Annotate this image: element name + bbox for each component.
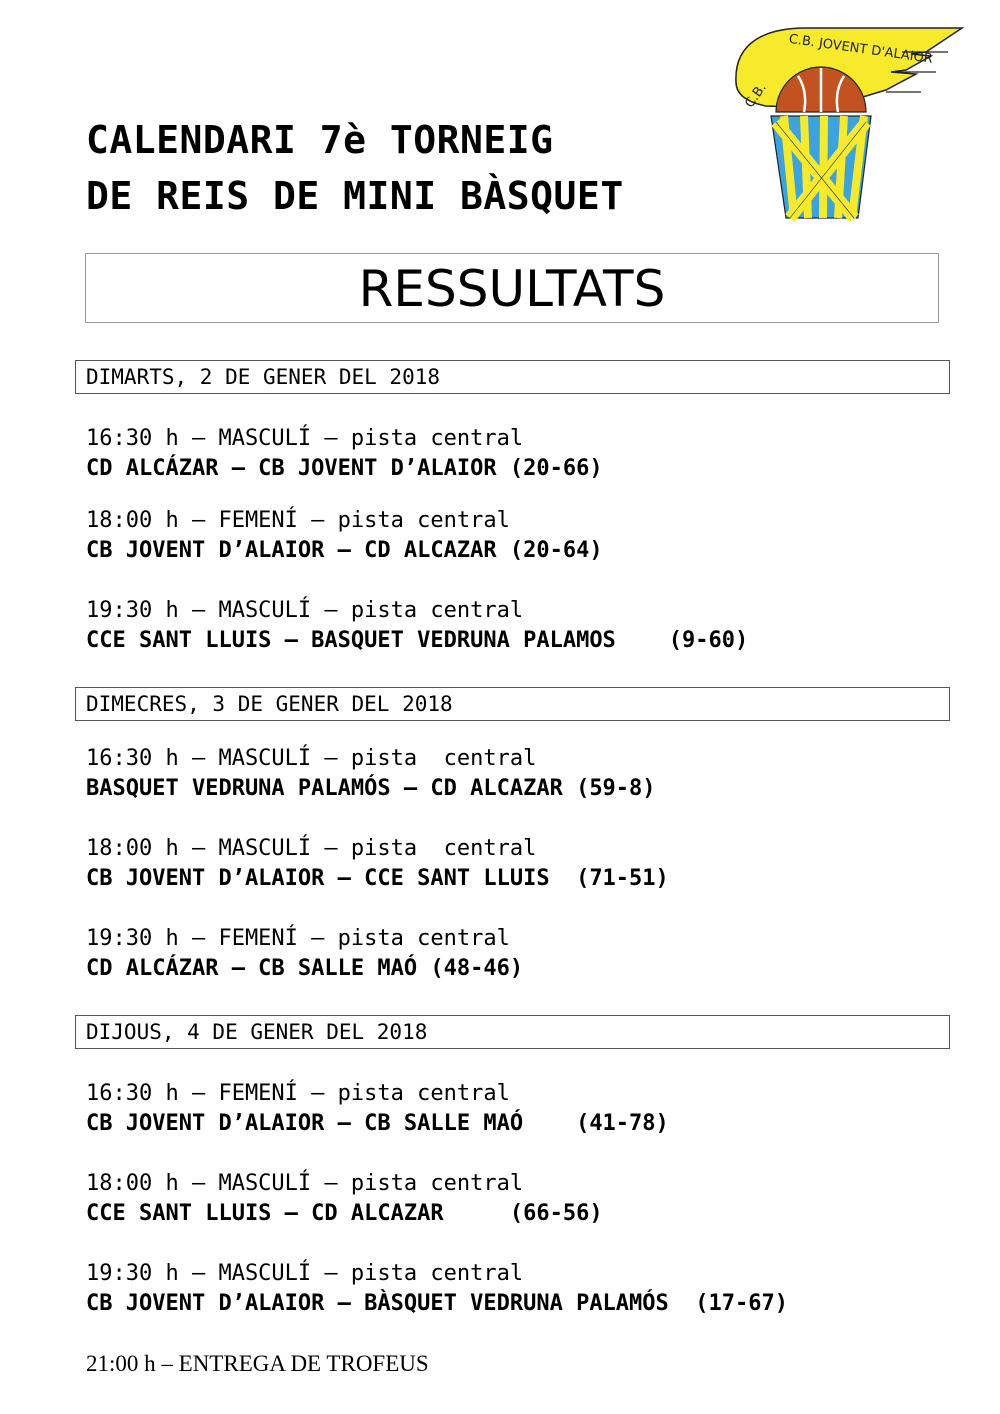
page-title: [86, 112, 624, 224]
game-result: CB JOVENT D’ALAIOR – CB SALLE MAÓ (41-78): [86, 1111, 669, 1136]
game-result: BASQUET VEDRUNA PALAMÓS – CD ALCAZAR (59-8): [86, 776, 656, 801]
day-header-1: DIMARTS, 2 DE GENER DEL 2018: [75, 360, 950, 394]
game-result: CCE SANT LLUIS – BASQUET VEDRUNA PALAMOS (9-60): [86, 628, 749, 653]
game-result: CD ALCÁZAR – CB JOVENT D’ALAIOR (20-66): [86, 456, 603, 481]
game-info: 19:30 h – FEMENÍ – pista central: [86, 926, 510, 951]
day-header-2: DIMECRES, 3 DE GENER DEL 2018: [75, 687, 950, 721]
day-header-3: DIJOUS, 4 DE GENER DEL 2018: [75, 1015, 950, 1049]
game-info: 16:30 h – MASCULÍ – pista central: [86, 746, 537, 771]
results-heading: RESSULTATS: [85, 253, 939, 323]
game-result: CB JOVENT D’ALAIOR – CCE SANT LLUIS (71-51): [86, 866, 669, 891]
title-line-2: DE REIS DE MINI BÀSQUET: [86, 174, 624, 218]
game-result: CCE SANT LLUIS – CD ALCAZAR (66-56): [86, 1201, 603, 1226]
game-result: CB JOVENT D’ALAIOR – BÀSQUET VEDRUNA PALAMÓS (17-67): [86, 1291, 788, 1316]
game-info: 16:30 h – FEMENÍ – pista central: [86, 1081, 510, 1106]
svg-text:C.B. JOVENT D'ALAIOR: C.B. JOVENT D'ALAIOR: [787, 31, 934, 67]
svg-text:C.B.: C.B.: [742, 80, 770, 111]
game-info: 19:30 h – MASCULÍ – pista central: [86, 1261, 524, 1286]
game-info: 16:30 h – MASCULÍ – pista central: [86, 426, 524, 451]
title-line-1: CALENDARI 7è TORNEIG: [86, 118, 554, 162]
game-result: CB JOVENT D’ALAIOR – CD ALCAZAR (20-64): [86, 538, 603, 563]
game-info: 18:00 h – MASCULÍ – pista central: [86, 836, 537, 861]
game-info: 18:00 h – MASCULÍ – pista central: [86, 1171, 524, 1196]
game-result: CD ALCÁZAR – CB SALLE MAÓ (48-46): [86, 956, 524, 981]
game-info: 19:30 h – MASCULÍ – pista central: [86, 598, 524, 623]
trophy-ceremony-note: 21:00 h – ENTREGA DE TROFEUS: [86, 1351, 429, 1376]
game-info: 18:00 h – FEMENÍ – pista central: [86, 508, 510, 533]
club-logo-icon: [726, 22, 966, 222]
